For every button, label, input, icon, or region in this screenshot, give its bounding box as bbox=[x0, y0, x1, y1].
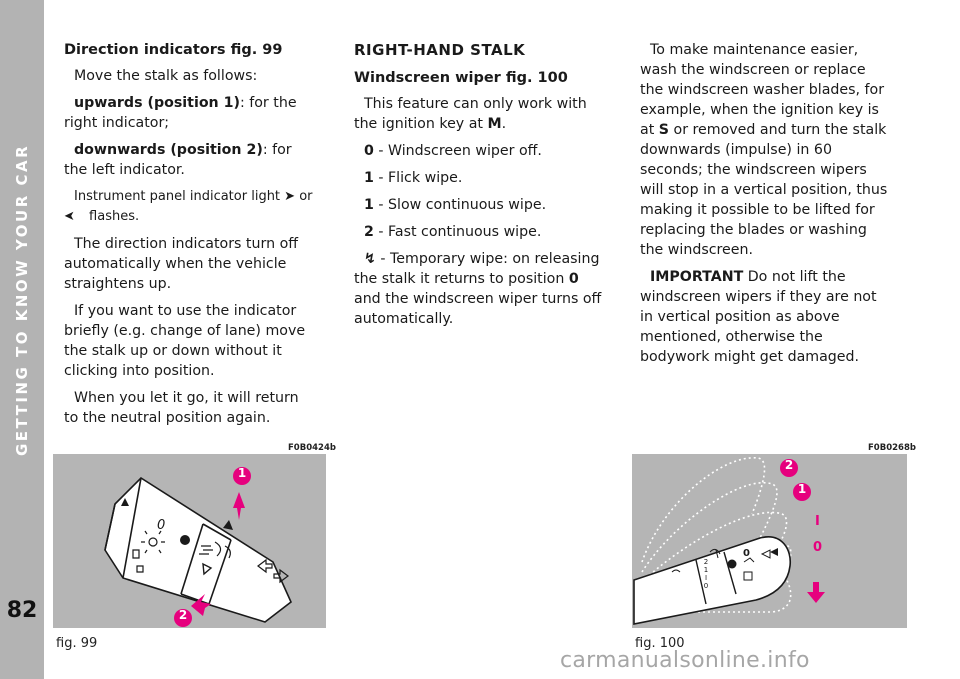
page-number: 82 bbox=[6, 598, 38, 623]
right-hand-stalk-heading: RIGHT-HAND STALK bbox=[354, 41, 526, 59]
position-key: 0 bbox=[364, 143, 374, 159]
paragraph: The direction indicators turn off automatically when the vehicle straightens up. bbox=[64, 236, 299, 292]
paragraph-text: or removed and turn the stalk downwards (impulse) in 60 seconds; the windscreen wipers will stop in a vertical position, thus making it possible to be lifted for replacing the blades or washing the windscreen. bbox=[640, 122, 888, 258]
fig99-illustration bbox=[53, 454, 326, 628]
indicator-stalk-drawing bbox=[53, 454, 326, 628]
paragraph-text: . bbox=[501, 116, 507, 132]
important-label: IMPORTANT bbox=[650, 269, 744, 285]
paragraph: Move the stalk as follows: bbox=[74, 68, 258, 84]
fig99-code: F0B0424b bbox=[288, 443, 336, 453]
arrow-down-icon bbox=[807, 582, 825, 603]
badge-1-label: 1 bbox=[797, 482, 807, 496]
section-title: GETTING TO KNOW YOUR CAR bbox=[13, 143, 31, 457]
paragraph-text: Do not lift the windscreen wipers if they are not in vertical position as above mentioned, otherwise the bodywork might get damaged. bbox=[640, 269, 877, 365]
fig100-illustration bbox=[632, 454, 907, 628]
position-key: 0 bbox=[568, 271, 579, 287]
paragraph bbox=[640, 40, 888, 260]
paragraph-text: This feature can only work with the ignition key at bbox=[354, 96, 587, 132]
key-position-s: S bbox=[658, 122, 669, 138]
wiper-heading: Windscreen wiper fig. 100 bbox=[354, 70, 568, 86]
stalk-scale bbox=[702, 558, 710, 590]
paragraph bbox=[64, 93, 316, 133]
key-position-m: M bbox=[487, 116, 502, 132]
paragraph-text: or bbox=[295, 189, 313, 204]
position-key: 2 bbox=[364, 224, 374, 240]
badge-2-label: 2 bbox=[784, 458, 794, 472]
scale-label: 1 bbox=[703, 566, 709, 574]
position-text: - Fast continuous wipe. bbox=[373, 224, 542, 240]
paragraph: When you let it go, it will return to the neutral position again. bbox=[64, 390, 299, 426]
scale-label: I bbox=[704, 574, 708, 582]
paragraph-text: and the windscreen wiper turns off automatically. bbox=[354, 291, 602, 327]
fig99-caption: fig. 99 bbox=[56, 636, 98, 651]
scale-label: 0 bbox=[703, 582, 709, 590]
position-key: 1 bbox=[364, 170, 374, 186]
watermark: carmanualsonline.info bbox=[560, 648, 810, 673]
paragraph bbox=[64, 140, 316, 180]
down-arrow-icon: ↯ bbox=[364, 251, 376, 267]
wiper-position-item bbox=[354, 141, 606, 161]
sidebar-strip bbox=[0, 0, 44, 679]
column-direction-indicators bbox=[64, 40, 316, 435]
stalk-dot bbox=[180, 535, 190, 545]
position-key: 1 bbox=[364, 197, 374, 213]
position-text: - Flick wipe. bbox=[373, 170, 463, 186]
scale-label: 2 bbox=[703, 558, 709, 566]
wiper-position-item bbox=[354, 195, 606, 215]
stalk-zero-label: 0 bbox=[743, 548, 750, 559]
left-arrow-icon: ➤ bbox=[64, 209, 75, 224]
wiper-stalk-drawing bbox=[632, 454, 907, 628]
direction-indicators-heading: Direction indicators fig. 99 bbox=[64, 42, 283, 58]
column-wiper bbox=[354, 40, 606, 336]
badge-2-label: 2 bbox=[178, 608, 188, 622]
paragraph-text: To make maintenance easier, wash the windscreen or replace the windscreen washer blades, for example, when the ignition key is at bbox=[640, 42, 885, 138]
paragraph bbox=[640, 267, 888, 367]
wiper-position-item bbox=[354, 249, 606, 329]
position-i-label: I bbox=[815, 514, 820, 529]
position-text: - Slow continuous wipe. bbox=[373, 197, 547, 213]
paragraph-text: - Temporary wipe: on releasing the stalk it returns to position bbox=[354, 251, 600, 287]
wiper-position-item bbox=[354, 168, 606, 188]
column-maintenance bbox=[640, 40, 888, 374]
paragraph-text: flashes. bbox=[84, 209, 140, 224]
paragraph-text: : for the right indicator; bbox=[64, 95, 297, 131]
position-up-label: upwards (position 1) bbox=[74, 95, 240, 111]
arrow-up-icon bbox=[233, 492, 245, 520]
stalk-zero-label: 0 bbox=[157, 518, 166, 533]
position-text: - Windscreen wiper off. bbox=[373, 143, 542, 159]
position-down-label: downwards (position 2) bbox=[74, 142, 263, 158]
paragraph bbox=[354, 94, 606, 134]
right-arrow-icon: ➤ bbox=[284, 189, 296, 204]
fig100-caption: fig. 100 bbox=[635, 636, 685, 651]
paragraph-text: : for the left indicator. bbox=[64, 142, 292, 178]
position-0-label: 0 bbox=[813, 540, 823, 555]
paragraph: If you want to use the indicator briefly (e.g. change of lane) move the stalk up or down without it clicking into position. bbox=[64, 303, 306, 379]
badge-1-label: 1 bbox=[237, 466, 247, 480]
paragraph-text: Instrument panel indicator light bbox=[74, 189, 285, 204]
paragraph bbox=[64, 187, 316, 227]
wiper-position-item bbox=[354, 222, 606, 242]
fig100-code: F0B0268b bbox=[868, 443, 916, 453]
